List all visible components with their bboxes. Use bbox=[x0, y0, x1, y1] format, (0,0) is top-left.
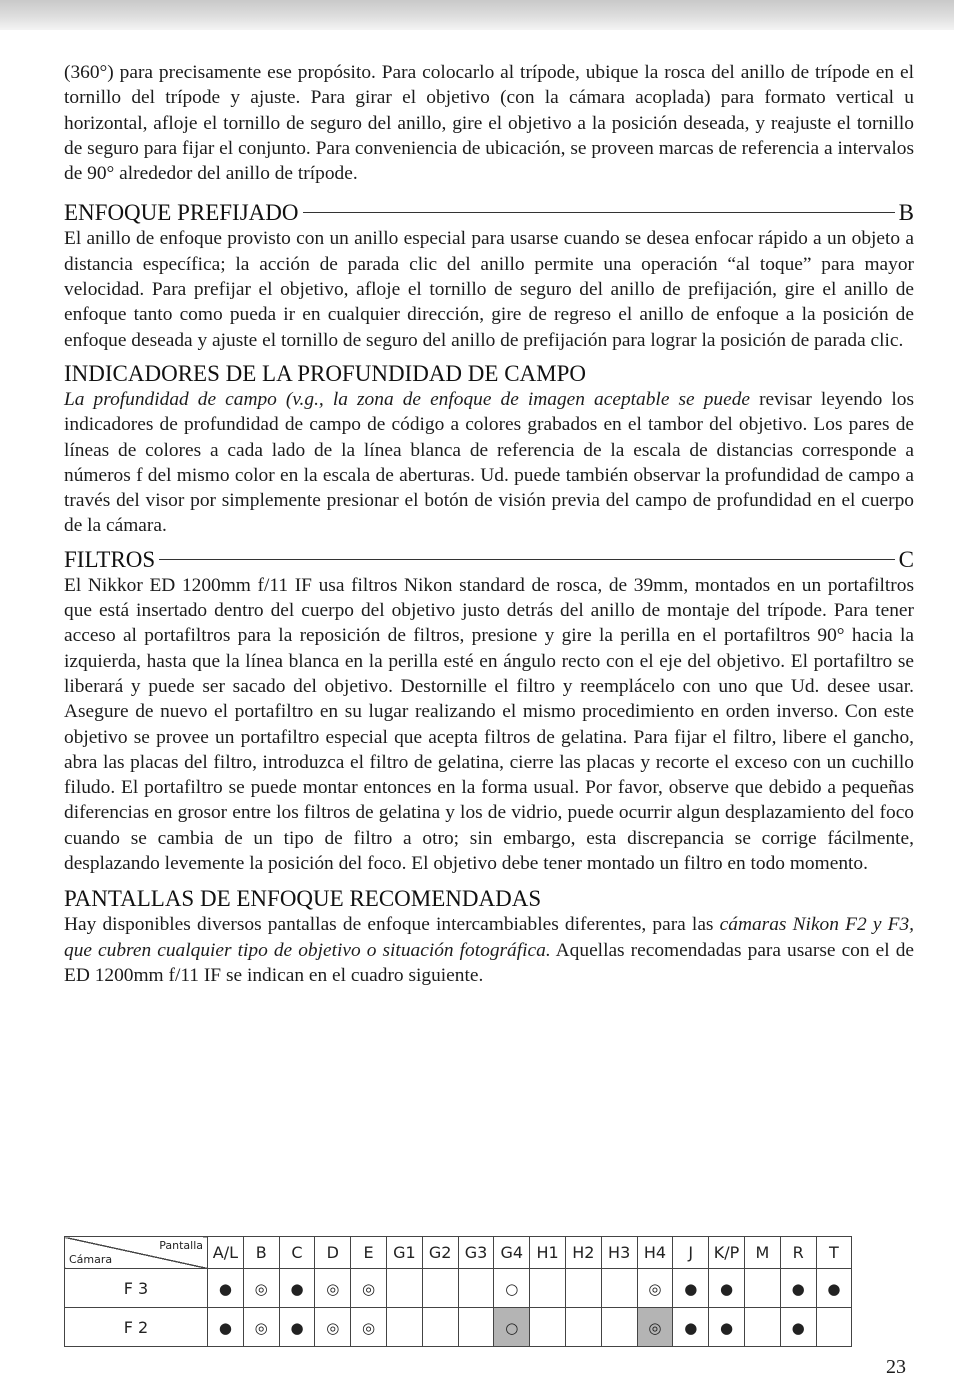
column-header: A/L bbox=[208, 1237, 244, 1269]
heading-enfoque-prefijado bbox=[64, 200, 914, 226]
enfoque-paragraph: El anillo de enfoque provisto con un anillo especial para usarse cuando se desea enfocar rápido a un objeto a distancia específica; la acción de parada clic del anillo permite una operación “al toque” para mayor velocidad. Para prefijar el objetivo, afloje el tornillo de seguro del anillo de prefijación, gire el anillo de enfoque tanto como pueda ir en cualquier dirección, gire de regreso el anillo de enfoque a la posición de enfoque deseada y ajuste el tornillo de seguro del anillo de prefijación para lograr la posición de parada clic. bbox=[64, 228, 914, 351]
table-cell bbox=[494, 1308, 530, 1347]
table-cell bbox=[351, 1308, 387, 1347]
column-header: G3 bbox=[458, 1237, 494, 1269]
table-cell bbox=[458, 1308, 494, 1347]
column-header: H4 bbox=[637, 1237, 673, 1269]
filled-circle-icon bbox=[827, 1280, 840, 1298]
table-cell bbox=[601, 1308, 637, 1347]
table-cell bbox=[279, 1269, 315, 1308]
table-cell bbox=[243, 1269, 279, 1308]
page-number: 23 bbox=[886, 1356, 906, 1378]
italic-text: cámaras Nikon F2 y F3, que cubren cualquier tipo de objetivo o situación fotográfica. bbox=[64, 914, 914, 961]
heading-rule bbox=[159, 559, 894, 560]
column-header: E bbox=[351, 1237, 387, 1269]
italic-text: La profundidad de campo (v.g., la zona de enfoque de imagen aceptable se puede bbox=[64, 388, 751, 410]
table-cell bbox=[637, 1308, 673, 1347]
table-cell bbox=[816, 1308, 852, 1347]
table-cell bbox=[709, 1308, 745, 1347]
table-cell bbox=[243, 1308, 279, 1347]
dotted-ring-icon bbox=[326, 1319, 339, 1337]
table-cell bbox=[565, 1308, 601, 1347]
camera-label: F 2 bbox=[65, 1308, 208, 1347]
heading-letter: B bbox=[898, 200, 914, 226]
heading-title: INDICADORES DE LA PROFUNDIDAD DE CAMPO bbox=[64, 360, 587, 386]
table-cell bbox=[422, 1269, 458, 1308]
page-content bbox=[64, 60, 914, 988]
body-text: Hay disponibles diversos pantallas de enfoque intercambiables diferentes, para las bbox=[64, 914, 720, 936]
table-cell bbox=[351, 1269, 387, 1308]
column-header: D bbox=[315, 1237, 351, 1269]
table-cell bbox=[744, 1269, 780, 1308]
dotted-ring-icon bbox=[362, 1319, 375, 1337]
filled-circle-icon bbox=[720, 1319, 733, 1337]
dotted-ring-icon bbox=[326, 1280, 339, 1298]
column-header: H2 bbox=[565, 1237, 601, 1269]
heading-rule bbox=[303, 212, 895, 213]
table-row bbox=[65, 1269, 852, 1308]
table-cell bbox=[494, 1269, 530, 1308]
table-cell bbox=[386, 1269, 422, 1308]
intro-paragraph: (360°) para precisamente ese propósito. Para colocarlo al trípode, ubique la rosca del anillo de trípode en el tornillo del trípode y ajuste. Para girar el objetivo (con la cámara acoplada) para formato vertical u horizontal, afloje el tornillo de seguro del anillo, gire el objetivo a la posición deseada, y reajuste el tornillo de seguro para fijar el conjunto. Para conveniencia de ubicación, se proveen marcas de referencia a intervalos de 90° alrededor del anillo de trípode. bbox=[64, 62, 914, 185]
ring-icon bbox=[505, 1280, 518, 1298]
column-header: M bbox=[744, 1237, 780, 1269]
dotted-ring-icon bbox=[255, 1280, 268, 1298]
filled-circle-icon bbox=[290, 1280, 303, 1298]
filled-circle-icon bbox=[684, 1319, 697, 1337]
column-header: R bbox=[780, 1237, 816, 1269]
column-header: B bbox=[243, 1237, 279, 1269]
focusing-screens-table bbox=[64, 1236, 852, 1347]
table-cell bbox=[780, 1269, 816, 1308]
body-text: Aquellas recomendadas para usarse con el de ED 1200mm f/11 IF se indican en el cuadro siguiente. bbox=[64, 939, 914, 986]
table-cell bbox=[816, 1269, 852, 1308]
table-cell bbox=[709, 1269, 745, 1308]
table-cell bbox=[458, 1269, 494, 1308]
column-header: H3 bbox=[601, 1237, 637, 1269]
corner-label-pantalla: Pantalla bbox=[159, 1239, 203, 1252]
table-body bbox=[65, 1269, 852, 1347]
column-header: T bbox=[816, 1237, 852, 1269]
filled-circle-icon bbox=[792, 1280, 805, 1298]
column-header: C bbox=[279, 1237, 315, 1269]
dotted-ring-icon bbox=[648, 1280, 661, 1298]
column-header: J bbox=[673, 1237, 709, 1269]
heading-letter: C bbox=[898, 546, 914, 572]
filled-circle-icon bbox=[792, 1319, 805, 1337]
dotted-ring-icon bbox=[255, 1319, 268, 1337]
table-corner-cell bbox=[65, 1237, 208, 1269]
filled-circle-icon bbox=[219, 1280, 232, 1298]
dotted-ring-icon bbox=[648, 1319, 661, 1337]
ring-icon bbox=[505, 1319, 518, 1337]
table-cell bbox=[208, 1308, 244, 1347]
table-cell bbox=[422, 1308, 458, 1347]
table-cell bbox=[744, 1308, 780, 1347]
filled-circle-icon bbox=[290, 1319, 303, 1337]
filled-circle-icon bbox=[720, 1280, 733, 1298]
filtros-paragraph: El Nikkor ED 1200mm f/11 IF usa filtros Nikon standard de rosca, de 39mm, montados en un portafiltros que está insertado dentro del cuerpo del objetivo justo detrás del anillo de montaje del trípode. Para tener acceso al portafiltros para la reposición de filtros, presione y gire la perilla en el portafiltros 90° hacia la izquierda, hasta que la línea blanca en la perilla esté en ángulo recto con el eje del objetivo. El portafiltro se liberará y puede ser sacado del objetivo. Destornille el filtro y reemplácelo con uno que Ud. desee usar. Asegure de nuevo el portafiltro en su lugar realizando el mismo procedimiento en orden inverso. Con este objetivo se provee un portafiltro especial que acepta filtros de gelatina. Para fijar el filtro, libere el gancho, abra las placas del filtro, introduzca el filtro de gelatina, cierre las placas y recorte el exceso con un cuchillo filudo. El portafiltro se puede montar entonces en la forma usual. Por favor, observe que debido a pequeñas diferencias en grosor entre los filtros de gelatina y los de vidrio, puede ocurrir algun desplazamiento del foco cuando se cambia de un tipo de filtro a otro; sin embargo, esta discrepancia se corrige fácilmente, desplazando levemente la posición del foco. El objetivo debe tener montado un filtro en todo momento. bbox=[64, 574, 914, 875]
column-header: H1 bbox=[530, 1237, 566, 1269]
table-cell bbox=[279, 1308, 315, 1347]
column-header: G2 bbox=[422, 1237, 458, 1269]
page-top-shading bbox=[0, 0, 954, 30]
screens-table-wrap bbox=[64, 1236, 852, 1347]
filled-circle-icon bbox=[219, 1319, 232, 1337]
table-row bbox=[65, 1308, 852, 1347]
table-cell bbox=[315, 1308, 351, 1347]
table-cell bbox=[673, 1269, 709, 1308]
heading-pantallas bbox=[64, 886, 914, 912]
table-cell bbox=[208, 1269, 244, 1308]
table-cell bbox=[315, 1269, 351, 1308]
camera-label: F 3 bbox=[65, 1269, 208, 1308]
filled-circle-icon bbox=[684, 1280, 697, 1298]
table-cell bbox=[780, 1308, 816, 1347]
column-header: K/P bbox=[709, 1237, 745, 1269]
table-cell bbox=[601, 1269, 637, 1308]
heading-title: FILTROS bbox=[64, 546, 156, 572]
table-header-row bbox=[65, 1237, 852, 1269]
indicadores-paragraph bbox=[64, 387, 914, 539]
pantallas-paragraph bbox=[64, 912, 914, 988]
dotted-ring-icon bbox=[362, 1280, 375, 1298]
heading-filtros bbox=[64, 547, 914, 573]
body-text: revisar leyendo los indicadores de profundidad de campo de código a colores grabados en el tambor del objetivo. Los pares de líneas de colores a cada lado de la línea blanca de referencia de la escala de distancias corresponde a números f del mismo color en la escala de aberturas. Ud. puede también observar la profundidad de campo a través del visor por simplemente presionar el botón de visión previa del campo de profundidad en el cuerpo de la cámara. bbox=[64, 388, 914, 537]
column-header: G1 bbox=[386, 1237, 422, 1269]
table-cell bbox=[565, 1269, 601, 1308]
corner-label-camara: Cámara bbox=[69, 1253, 113, 1266]
heading-title: PANTALLAS DE ENFOQUE RECOMENDADAS bbox=[64, 886, 542, 912]
table-cell bbox=[386, 1308, 422, 1347]
column-header: G4 bbox=[494, 1237, 530, 1269]
table-cell bbox=[673, 1308, 709, 1347]
table-cell bbox=[637, 1269, 673, 1308]
heading-indicadores bbox=[64, 361, 914, 387]
table-cell bbox=[530, 1308, 566, 1347]
table-cell bbox=[530, 1269, 566, 1308]
heading-title: ENFOQUE PREFIJADO bbox=[64, 200, 299, 226]
